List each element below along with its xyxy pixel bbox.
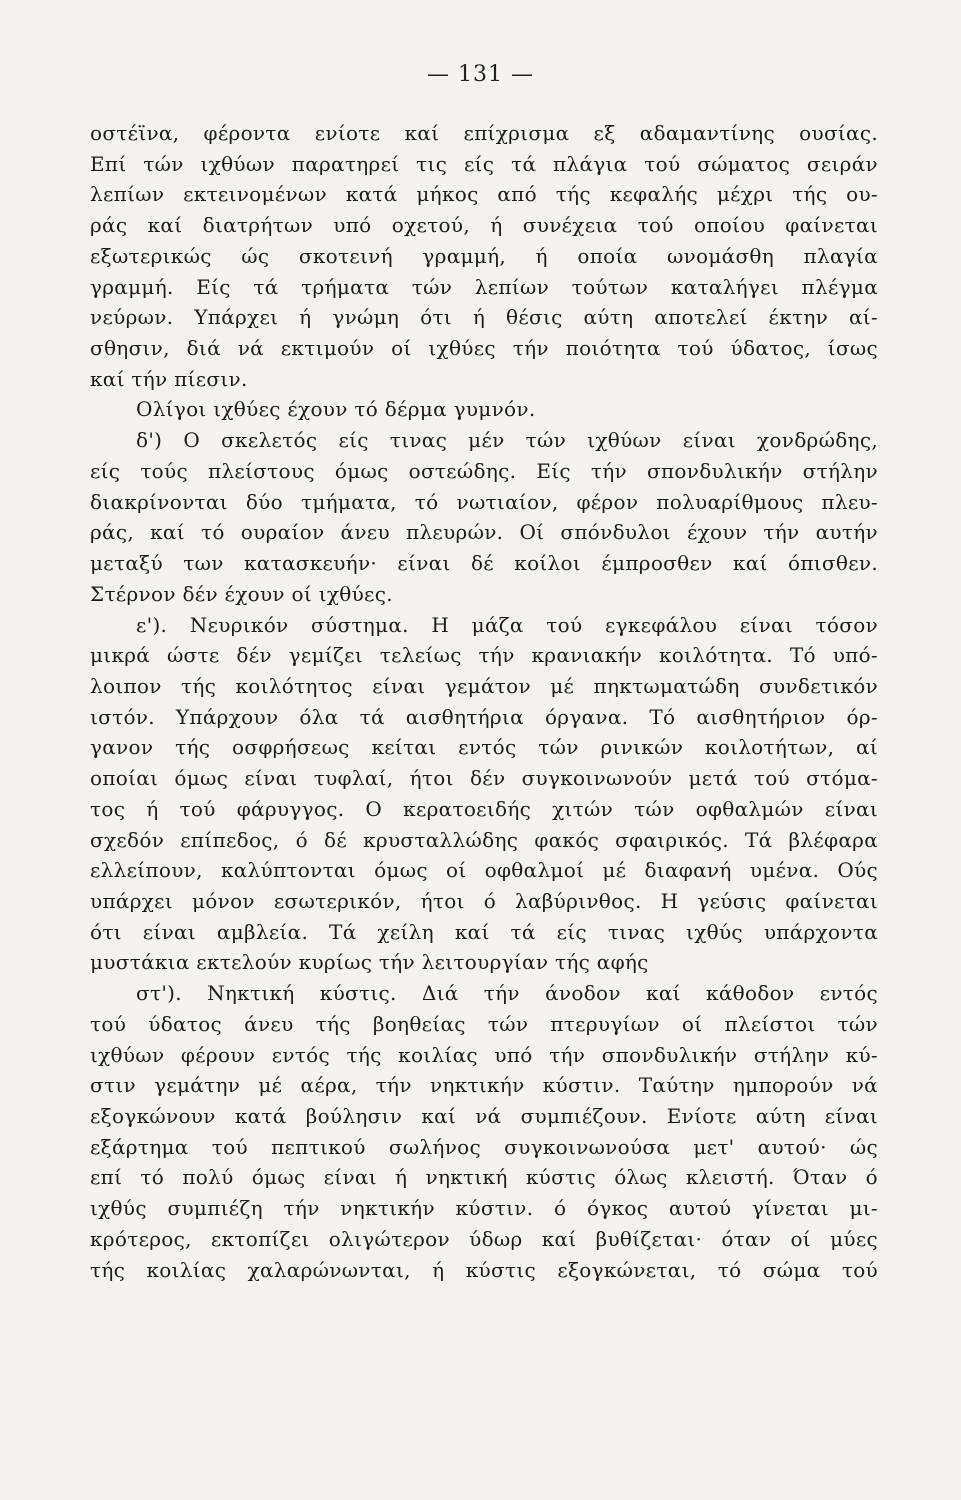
text-line: ιχθύς συμπιέζη τήν νηκτικήν κύστιν. ό όγκος αυτού γίνεται μι- — [90, 1196, 878, 1221]
text-line: νεύρων. Υπάρχει ή γνώμη ότι ή θέσις αύτη αποτελεί έκτην αί- — [90, 305, 878, 330]
text-line: εξωτερικώς ώς σκοτεινή γραμμή, ή οποία ωνομάσθη πλαγία — [90, 243, 878, 268]
text-line: λοιπον τής κοιλότητος είναι γεμάτον μέ πηκτωματώδη συνδετικόν — [90, 673, 878, 698]
section-heading-swim-bladder: στ'). Νηκτική κύστις. Διά τήν άνοδον καί κάθοδον εντός — [136, 981, 878, 1006]
text-line: στιν γεμάτην μέ αέρα, τήν νηκτικήν κύστιν. Ταύτην ημπορούν νά — [90, 1073, 878, 1098]
text-line: τού ύδατος άνευ τής βοηθείας τών πτερυγίων οί πλείστοι τών — [90, 1011, 878, 1036]
text-line: εξάρτημα τού πεπτικού σωλήνος συγκοινωνούσα μετ' αυτού· ώς — [90, 1134, 878, 1159]
text-line: ιχθύων φέρουν εντός τής κοιλίας υπό τήν σπονδυλικήν στήλην κύ- — [90, 1042, 878, 1067]
text-line: μικρά ώστε δέν γεμίζει τελείως τήν κρανιακήν κοιλότητα. Τό υπό- — [90, 643, 878, 668]
text-line: εξογκώνουν κατά βούλησιν καί νά συμπιέζουν. Ενίοτε αύτη είναι — [90, 1104, 878, 1128]
text-line: γανον τής οσφρήσεως κείται εντός τών ρινικών κοιλοτήτων, αί — [90, 735, 878, 760]
text-line: τής κοιλίας χαλαρώνωνται, ή κύστις εξογκώνεται, τό σώμα τού — [90, 1257, 878, 1282]
text-line: οποίαι όμως είναι τυφλαί, ήτοι δέν συγκοινωνούν μετά τού στόμα- — [90, 766, 878, 791]
text-line: ράς καί διατρήτων υπό οχετού, ή συνέχεια τού οποίου φαίνεται — [90, 213, 878, 238]
text-line: υπάρχει μόνον εσωτερικόν, ήτοι ό λαβύρινθος. Η γεύσις φαίνεται — [90, 888, 878, 913]
text-line: ελλείπουν, καλύπτονται όμως οί οφθαλμοί μέ διαφανή υμένα. Ούς — [90, 858, 878, 883]
text-line: τος ή τού φάρυγγος. Ο κερατοειδής χιτών τών οφθαλμών είναι — [90, 796, 878, 821]
text-line: μεταξύ των κατασκευήν· είναι δέ κοίλοι έμπροσθεν καί όπισθεν. — [90, 551, 878, 576]
text-line: σχεδόν επίπεδος, ό δέ κρυσταλλώδης φακός σφαιρικός. Τά βλέφαρα — [90, 827, 878, 852]
text-line: κρότερος, εκτοπίζει ολιγώτερον ύδωρ καί βυθίζεται· όταν οί μύες — [90, 1226, 878, 1251]
paragraph-start-line: Ολίγοι ιχθύες έχουν τό δέρμα γυμνόν. — [136, 397, 536, 422]
section-heading-nervous-system: ε'). Νευρικόν σύστημα. Η μάζα τού εγκεφάλου είναι τόσον — [136, 612, 878, 637]
text-line: διακρίνονται δύο τμήματα, τό νωτιαίον, φέρον πολυαρίθμους πλευ- — [90, 489, 878, 514]
body-text — [90, 118, 878, 1285]
text-line: είς τούς πλείστους όμως οστεώδης. Είς τήν σπονδυλικήν στήλην — [90, 458, 878, 483]
text-line: καί τήν πίεσιν. — [90, 366, 248, 391]
text-line: Στέρνον δέν έχουν οί ιχθύες. — [90, 581, 393, 606]
text-line: ότι είναι αμβλεία. Τά χείλη καί τά είς τινας ιχθύς υπάρχοντα — [90, 919, 878, 944]
text-line: λεπίων εκτεινομένων κατά μήκος από τής κεφαλής μέχρι τής ου- — [90, 182, 878, 207]
text-line: γραμμή. Είς τά τρήματα τών λεπίων τούτων καταλήγει πλέγμα — [90, 274, 878, 299]
page-number: — 131 — — [427, 62, 534, 87]
text-line: οστέϊνα, φέροντα ενίοτε καί επίχρισμα εξ αδαμαντίνης ουσίας. — [90, 121, 878, 145]
text-line: ιστόν. Υπάρχουν όλα τά αισθητήρια όργανα. Τό αισθητήριον όρ- — [90, 704, 878, 729]
text-line: Επί τών ιχθύων παρατηρεί τις είς τά πλάγια τού σώματος σειράν — [90, 151, 878, 176]
text-line: επί τό πολύ όμως είναι ή νηκτική κύστις όλως κλειστή. Όταν ό — [90, 1165, 878, 1190]
section-heading-skeleton: δ') Ο σκελετός είς τινας μέν τών ιχθύων είναι χονδρώδης, — [136, 428, 878, 453]
text-line: ράς, καί τό ουραίον άνευ πλευρών. Οί σπόνδυλοι έχουν τήν αυτήν — [90, 520, 878, 545]
text-line: μυστάκια εκτελούν κυρίως τήν λειτουργίαν τής αφής — [90, 950, 649, 975]
text-line: σθησιν, διά νά εκτιμούν οί ιχθύες τήν ποιότητα τού ύδατος, ίσως — [90, 336, 878, 361]
